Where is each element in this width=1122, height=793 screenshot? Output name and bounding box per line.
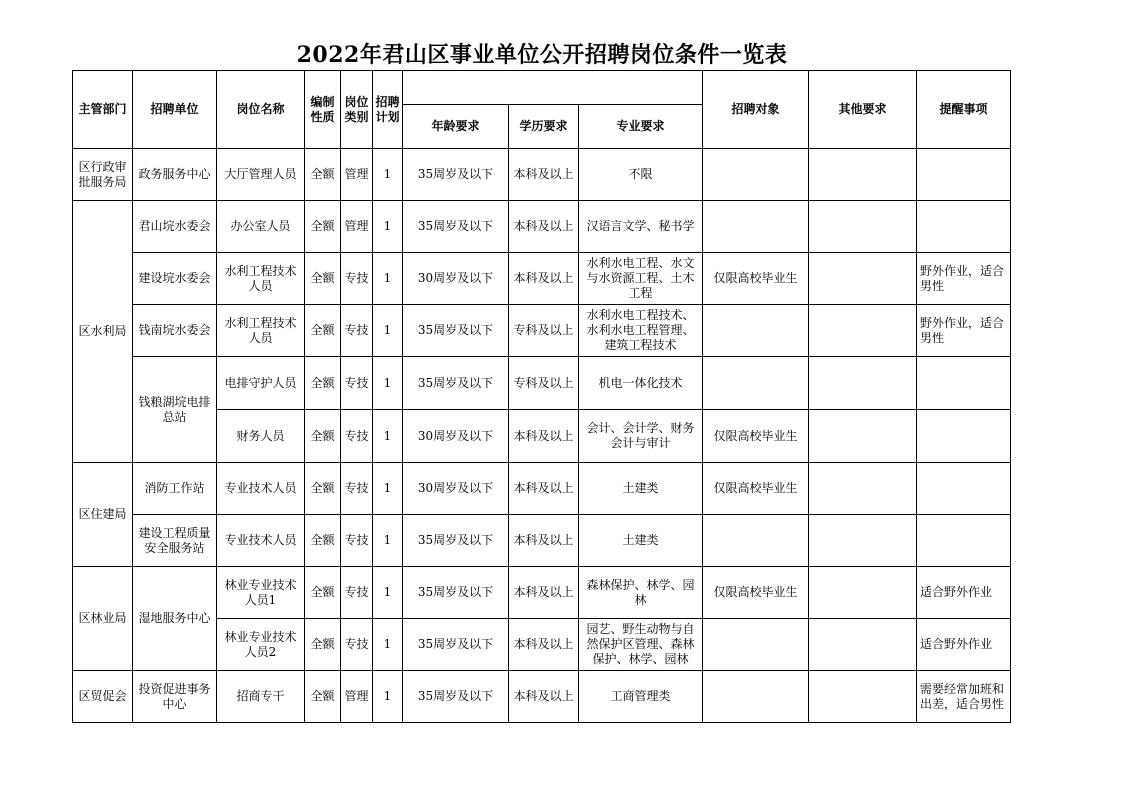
cell-staffing: 全额 [305,253,341,305]
cell-staffing: 全额 [305,149,341,201]
cell-age: 35周岁及以下 [403,305,509,357]
cell-category: 专技 [341,515,373,567]
cell-target: 仅限高校毕业生 [703,567,809,619]
cell-reminder [917,201,1011,253]
cell-age: 35周岁及以下 [403,515,509,567]
recruitment-table [72,70,1011,723]
cell-position: 大厅管理人员 [217,149,305,201]
cell-unit: 政务服务中心 [133,149,217,201]
table-row [73,567,1011,619]
cell-age: 35周岁及以下 [403,671,509,723]
cell-reminder [917,463,1011,515]
cell-age: 35周岁及以下 [403,619,509,671]
cell-major: 工商管理类 [579,671,703,723]
cell-position: 林业专业技术人员1 [217,567,305,619]
cell-education: 本科及以上 [509,201,579,253]
cell-plan: 1 [373,253,403,305]
cell-staffing: 全额 [305,515,341,567]
cell-other [809,357,917,410]
cell-major: 水利水电工程、水文与水资源工程、土木工程 [579,253,703,305]
cell-category: 专技 [341,253,373,305]
cell-other [809,410,917,463]
cell-reminder: 野外作业，适合男性 [917,305,1011,357]
cell-age: 30周岁及以下 [403,463,509,515]
table-row [73,357,1011,410]
cell-unit: 建设垸水委会 [133,253,217,305]
cell-plan: 1 [373,671,403,723]
cell-category: 专技 [341,410,373,463]
header-unit: 招聘单位 [133,71,217,149]
cell-age: 35周岁及以下 [403,567,509,619]
cell-major: 森林保护、林学、园林 [579,567,703,619]
table-row [73,515,1011,567]
cell-unit: 君山垸水委会 [133,201,217,253]
cell-category: 专技 [341,619,373,671]
cell-category: 专技 [341,305,373,357]
cell-dept: 区住建局 [73,463,133,567]
header-dept: 主管部门 [73,71,133,149]
header-staffing: 编制性质 [305,71,341,149]
cell-unit: 消防工作站 [133,463,217,515]
header-reminder: 提醒事项 [917,71,1011,149]
cell-unit: 湿地服务中心 [133,567,217,671]
cell-plan: 1 [373,149,403,201]
cell-dept: 区贸促会 [73,671,133,723]
cell-target [703,671,809,723]
header-age: 年龄要求 [403,105,509,149]
cell-reminder [917,149,1011,201]
cell-dept: 区林业局 [73,567,133,671]
cell-education: 专科及以上 [509,305,579,357]
cell-dept: 区行政审批服务局 [73,149,133,201]
cell-plan: 1 [373,567,403,619]
cell-education: 本科及以上 [509,463,579,515]
cell-position: 招商专干 [217,671,305,723]
cell-staffing: 全额 [305,619,341,671]
cell-plan: 1 [373,619,403,671]
table-row [73,671,1011,723]
cell-target [703,515,809,567]
cell-age: 30周岁及以下 [403,410,509,463]
cell-unit: 投资促进事务中心 [133,671,217,723]
cell-major: 土建类 [579,515,703,567]
header-requirements-group [403,71,703,105]
cell-category: 管理 [341,201,373,253]
header-target: 招聘对象 [703,71,809,149]
header-row [73,71,1011,105]
cell-position: 财务人员 [217,410,305,463]
cell-major: 水利水电工程技术、水利水电工程管理、建筑工程技术 [579,305,703,357]
page-title: 2022年君山区事业单位公开招聘岗位条件一览表 [296,42,788,68]
cell-other [809,305,917,357]
cell-category: 专技 [341,567,373,619]
cell-education: 本科及以上 [509,410,579,463]
cell-other [809,567,917,619]
cell-target [703,357,809,410]
cell-category: 专技 [341,357,373,410]
cell-age: 30周岁及以下 [403,253,509,305]
cell-category: 管理 [341,671,373,723]
cell-staffing: 全额 [305,567,341,619]
cell-staffing: 全额 [305,305,341,357]
cell-reminder [917,515,1011,567]
cell-target [703,305,809,357]
cell-dept: 区水利局 [73,201,133,463]
cell-education: 本科及以上 [509,619,579,671]
table-row [73,201,1011,253]
cell-target: 仅限高校毕业生 [703,253,809,305]
header-other: 其他要求 [809,71,917,149]
cell-position: 电排守护人员 [217,357,305,410]
cell-unit: 建设工程质量安全服务站 [133,515,217,567]
cell-major: 土建类 [579,463,703,515]
cell-reminder: 适合野外作业 [917,567,1011,619]
cell-other [809,515,917,567]
cell-position: 专业技术人员 [217,463,305,515]
cell-plan: 1 [373,463,403,515]
cell-reminder: 需要经常加班和出差，适合男性 [917,671,1011,723]
table-row [73,305,1011,357]
cell-major: 机电一体化技术 [579,357,703,410]
cell-unit: 钱粮湖垸电排总站 [133,357,217,463]
cell-education: 本科及以上 [509,253,579,305]
cell-target [703,619,809,671]
header-position: 岗位名称 [217,71,305,149]
cell-category: 专技 [341,463,373,515]
cell-plan: 1 [373,357,403,410]
cell-plan: 1 [373,410,403,463]
cell-unit: 钱南垸水委会 [133,305,217,357]
cell-major: 园艺、野生动物与自然保护区管理、森林保护、林学、园林 [579,619,703,671]
cell-reminder [917,357,1011,410]
cell-staffing: 全额 [305,357,341,410]
cell-plan: 1 [373,305,403,357]
cell-reminder: 适合野外作业 [917,619,1011,671]
cell-education: 本科及以上 [509,149,579,201]
header-major: 专业要求 [579,105,703,149]
table-row [73,149,1011,201]
cell-staffing: 全额 [305,201,341,253]
cell-position: 水利工程技术人员 [217,305,305,357]
cell-target: 仅限高校毕业生 [703,410,809,463]
cell-position: 专业技术人员 [217,515,305,567]
cell-education: 本科及以上 [509,515,579,567]
cell-other [809,671,917,723]
cell-plan: 1 [373,201,403,253]
cell-age: 35周岁及以下 [403,357,509,410]
cell-position: 办公室人员 [217,201,305,253]
header-plan: 招聘计划 [373,71,403,149]
table-row [73,463,1011,515]
table-row [73,253,1011,305]
cell-education: 专科及以上 [509,357,579,410]
cell-education: 本科及以上 [509,567,579,619]
cell-staffing: 全额 [305,671,341,723]
cell-other [809,253,917,305]
cell-target: 仅限高校毕业生 [703,463,809,515]
cell-major: 不限 [579,149,703,201]
cell-other [809,201,917,253]
cell-age: 35周岁及以下 [403,149,509,201]
cell-reminder [917,410,1011,463]
cell-other [809,463,917,515]
cell-position: 水利工程技术人员 [217,253,305,305]
cell-major: 会计、会计学、财务会计与审计 [579,410,703,463]
cell-other [809,619,917,671]
cell-reminder: 野外作业，适合男性 [917,253,1011,305]
cell-age: 35周岁及以下 [403,201,509,253]
cell-staffing: 全额 [305,463,341,515]
cell-education: 本科及以上 [509,671,579,723]
cell-other [809,149,917,201]
cell-category: 管理 [341,149,373,201]
cell-staffing: 全额 [305,410,341,463]
cell-target [703,149,809,201]
header-education: 学历要求 [509,105,579,149]
cell-target [703,201,809,253]
cell-major: 汉语言文学、秘书学 [579,201,703,253]
cell-position: 林业专业技术人员2 [217,619,305,671]
cell-plan: 1 [373,515,403,567]
header-category: 岗位类别 [341,71,373,149]
